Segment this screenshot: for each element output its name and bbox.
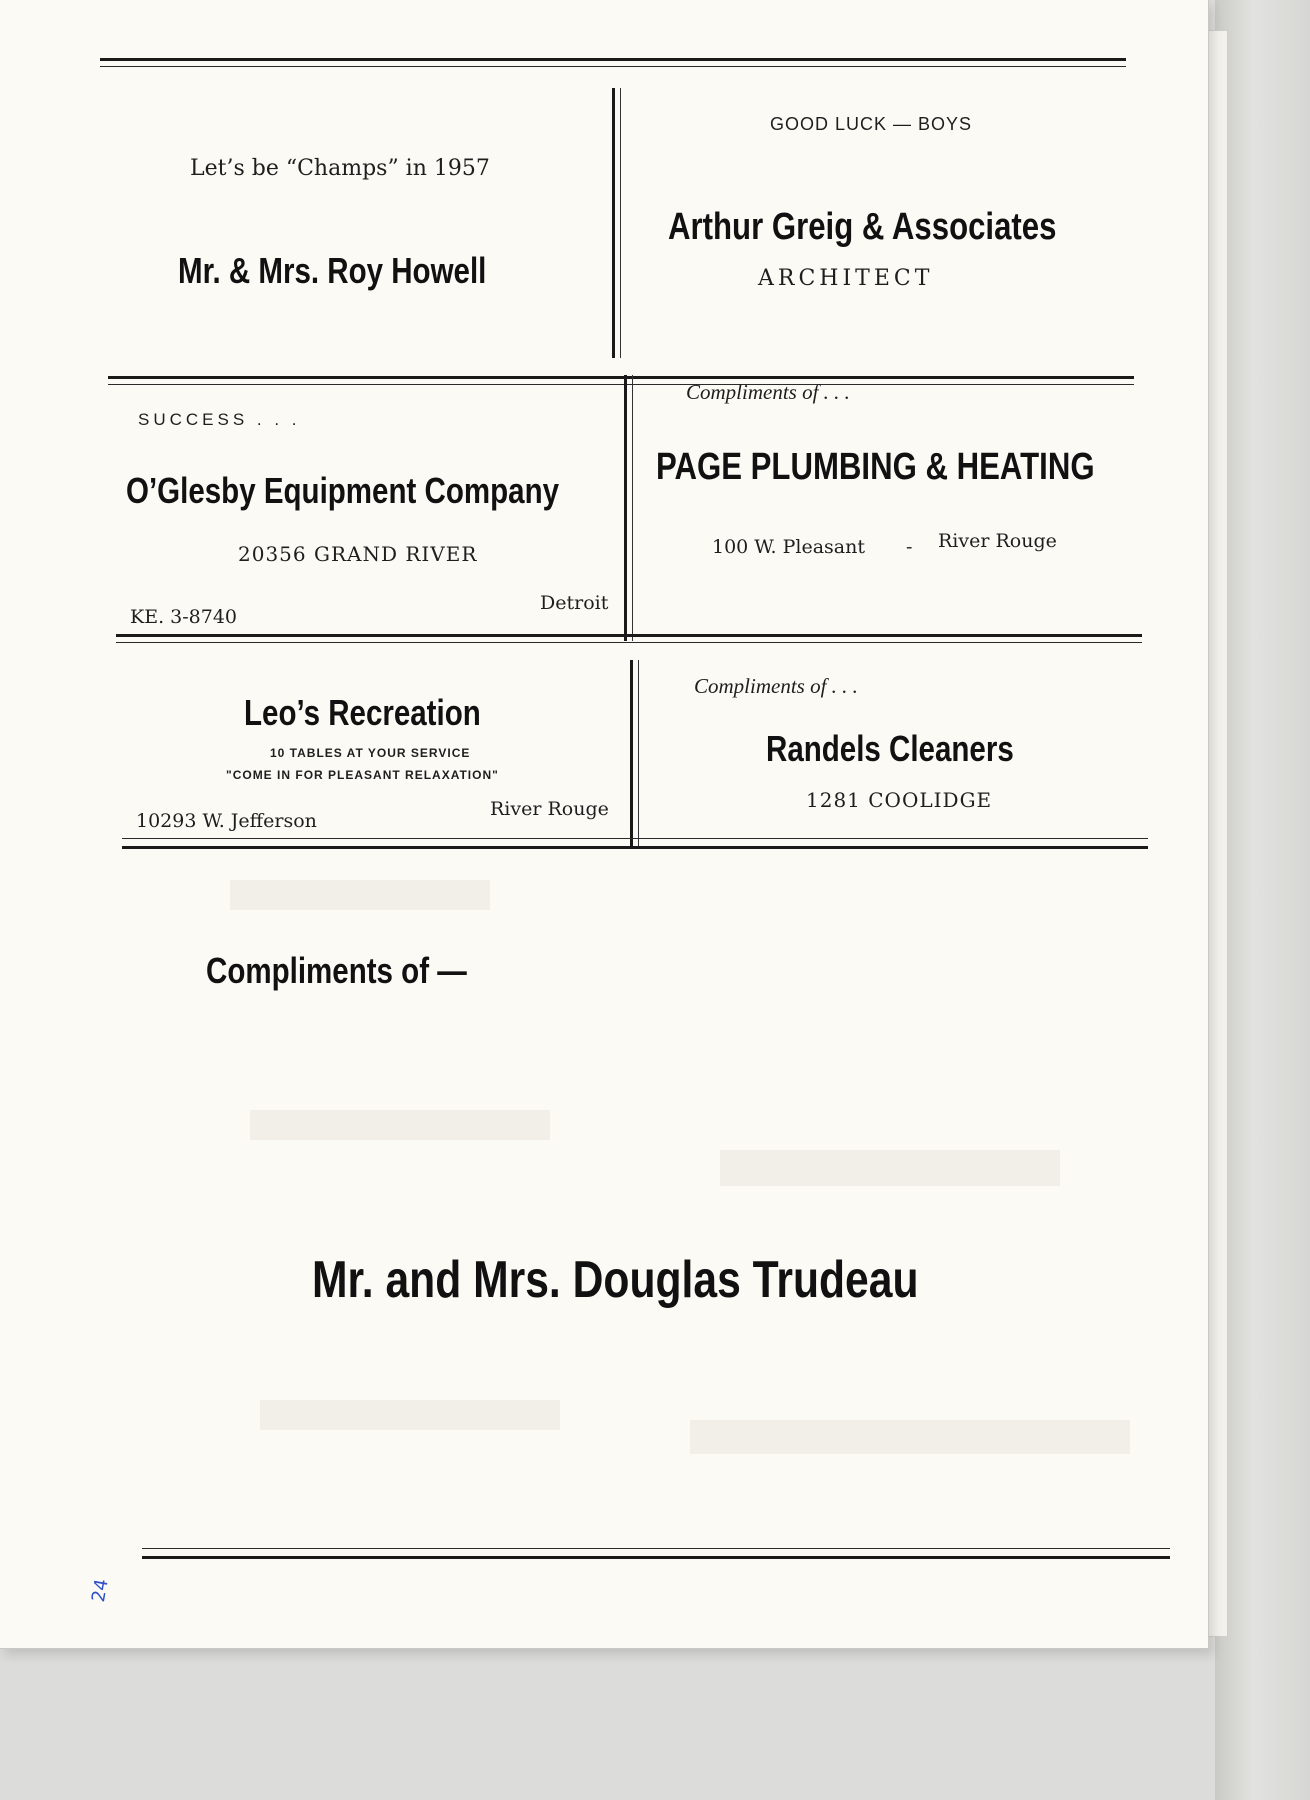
page-plumbing-address: 100 W. Pleasant <box>712 536 865 558</box>
trudeau-greeting: Compliments of — <box>206 950 467 991</box>
rule-row3-top-inner <box>116 642 1142 643</box>
divider-row3-inner <box>638 660 639 846</box>
greig-greeting: GOOD LUCK — BOYS <box>770 114 973 134</box>
leos-line1: 10 TABLES AT YOUR SERVICE <box>270 746 471 760</box>
background-surface <box>1215 0 1310 1800</box>
randels-greeting: Compliments of . . . <box>694 674 858 698</box>
howell-slogan: Let’s be “Champs” in 1957 <box>190 156 490 181</box>
rule-top <box>100 58 1126 61</box>
oglesby-greeting: SUCCESS . . . <box>138 410 301 429</box>
rule-row3-top <box>116 634 1142 637</box>
rule-row4-top-inner <box>122 838 1148 839</box>
divider-row2-inner <box>632 375 633 641</box>
bleed-through-shape <box>230 880 490 910</box>
greig-name: Arthur Greig & Associates <box>668 206 1057 248</box>
bleed-through-shape <box>720 1150 1060 1186</box>
greig-title: ARCHITECT <box>758 266 934 291</box>
randels-address: 1281 COOLIDGE <box>806 788 993 812</box>
oglesby-name: O’Glesby Equipment Company <box>126 470 560 511</box>
rule-top-inner <box>100 66 1126 67</box>
rule-bottom <box>142 1556 1170 1559</box>
leos-city: River Rouge <box>490 798 609 820</box>
handwritten-page-number: 24 <box>88 1577 113 1604</box>
bleed-through-shape <box>250 1110 550 1140</box>
rule-row2-top <box>108 376 1134 379</box>
oglesby-city: Detroit <box>540 592 609 614</box>
rule-row2-top-inner <box>108 384 1134 385</box>
oglesby-address: 20356 GRAND RIVER <box>238 542 478 566</box>
howell-name: Mr. & Mrs. Roy Howell <box>178 250 487 291</box>
bleed-through-shape <box>690 1420 1130 1454</box>
divider-row1-inner <box>620 88 621 358</box>
leos-address: 10293 W. Jefferson <box>136 810 317 832</box>
page-plumbing-city: River Rouge <box>938 530 1057 552</box>
rule-row4-top <box>122 846 1148 849</box>
page-plumbing-separator: - <box>906 536 913 558</box>
page-plumbing-greeting: Compliments of . . . <box>686 380 850 404</box>
bleed-through-shape <box>260 1400 560 1430</box>
page-plumbing-name: PAGE PLUMBING & HEATING <box>656 446 1095 488</box>
randels-name: Randels Cleaners <box>766 728 1014 769</box>
divider-row3 <box>630 660 633 846</box>
leos-line2: "COME IN FOR PLEASANT RELAXATION" <box>226 768 499 782</box>
trudeau-name: Mr. and Mrs. Douglas Trudeau <box>312 1251 919 1309</box>
oglesby-phone: KE. 3-8740 <box>130 606 238 628</box>
divider-row2 <box>624 375 627 641</box>
divider-row1 <box>612 88 615 358</box>
rule-bottom-inner <box>142 1548 1170 1549</box>
leos-name: Leo’s Recreation <box>244 692 481 733</box>
